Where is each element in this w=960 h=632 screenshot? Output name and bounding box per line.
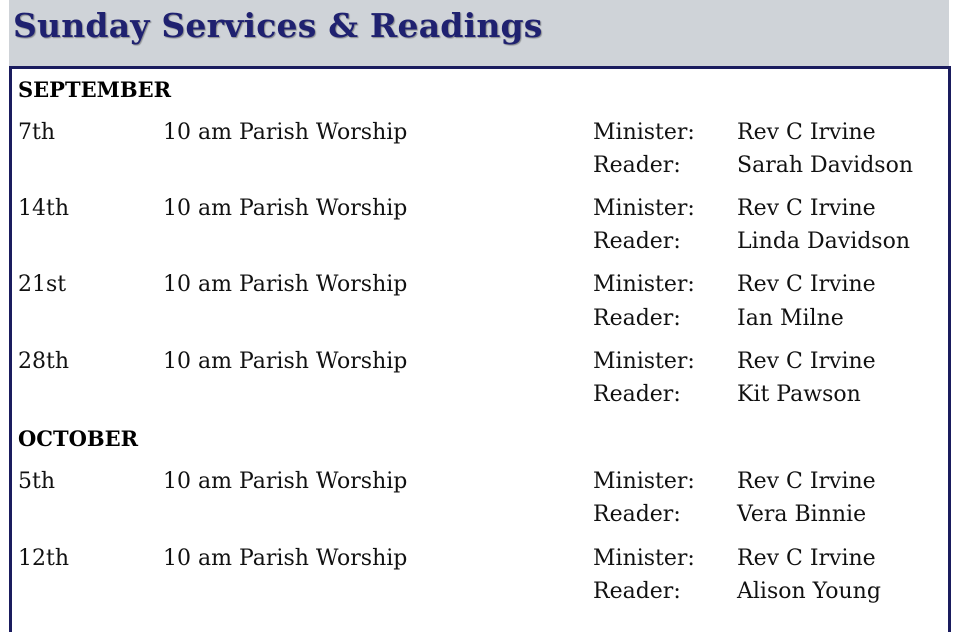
reader-label: Reader:	[593, 579, 681, 604]
entry-service: 10 am Parish Worship	[163, 546, 408, 571]
entry-date: 12th	[18, 546, 70, 571]
month-heading-october: OCTOBER	[18, 426, 139, 451]
entry-date: 7th	[18, 120, 56, 145]
minister-label: Minister:	[593, 272, 695, 297]
entry-service: 10 am Parish Worship	[163, 196, 408, 221]
page-title: Sunday Services & Readings	[13, 6, 543, 45]
reader-label: Reader:	[593, 502, 681, 527]
reader-name: Ian Milne	[737, 306, 844, 331]
entry-date: 5th	[18, 469, 56, 494]
minister-name: Rev C Irvine	[737, 349, 876, 374]
reader-name: Linda Davidson	[737, 229, 911, 254]
minister-name: Rev C Irvine	[737, 272, 876, 297]
month-heading-september: SEPTEMBER	[18, 77, 172, 102]
reader-label: Reader:	[593, 382, 681, 407]
entry-date: 14th	[18, 196, 70, 221]
entry-service: 10 am Parish Worship	[163, 120, 408, 145]
minister-label: Minister:	[593, 469, 695, 494]
entry-service: 10 am Parish Worship	[163, 469, 408, 494]
entry-date: 28th	[18, 349, 70, 374]
reader-label: Reader:	[593, 306, 681, 331]
reader-label: Reader:	[593, 229, 681, 254]
minister-name: Rev C Irvine	[737, 546, 876, 571]
entry-date: 21st	[18, 272, 67, 297]
reader-label: Reader:	[593, 153, 681, 178]
entry-service: 10 am Parish Worship	[163, 272, 408, 297]
minister-label: Minister:	[593, 349, 695, 374]
minister-name: Rev C Irvine	[737, 196, 876, 221]
entry-service: 10 am Parish Worship	[163, 349, 408, 374]
reader-name: Sarah Davidson	[737, 153, 913, 178]
minister-name: Rev C Irvine	[737, 469, 876, 494]
minister-name: Rev C Irvine	[737, 120, 876, 145]
reader-name: Vera Binnie	[737, 502, 867, 527]
minister-label: Minister:	[593, 196, 695, 221]
reader-name: Kit Pawson	[737, 382, 861, 407]
minister-label: Minister:	[593, 546, 695, 571]
minister-label: Minister:	[593, 120, 695, 145]
reader-name: Alison Young	[737, 579, 881, 604]
